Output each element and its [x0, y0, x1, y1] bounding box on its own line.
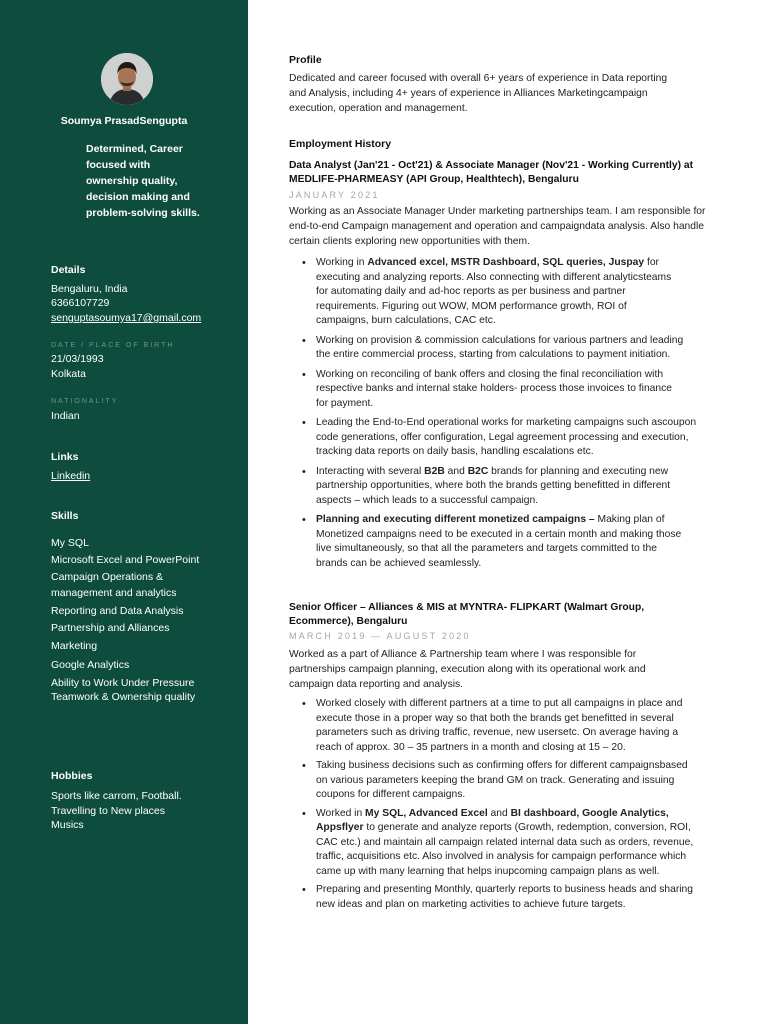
bullet-line — [316, 557, 713, 572]
job-description-line: campaign data reporting and analysis. — [289, 679, 464, 690]
bullet-bold-text: B2C — [467, 465, 489, 477]
avatar-image — [101, 53, 153, 105]
bullet-text: brands can be achieved seamlessly. — [316, 557, 482, 569]
bullet-text: live simultaneously, so that all the parameters and targets committed to the — [316, 543, 657, 554]
bullet-item — [300, 759, 713, 803]
bullet-bold-text: Advanced excel, MSTR Dashboard, SQL queries, Juspay — [367, 257, 645, 268]
bullet-bold-text: Appsflyer — [316, 822, 364, 833]
bullet-text: for automating daily and ad-hoc reports as per business and partner — [316, 286, 626, 297]
bullet-text: aspects – which leads to a successful campaign. — [316, 494, 539, 506]
job-title-line: Ecommerce), Bengaluru — [289, 615, 408, 627]
bullet-text: for — [644, 257, 659, 268]
bullet-line — [316, 865, 713, 880]
bullet-text: execute those in a proper way so that both the brands get benefitted in several — [316, 712, 674, 724]
job-bullets — [300, 697, 713, 912]
bullet-text: tracking data reports on daily basis, handling escalations etc. — [316, 446, 594, 457]
bullet-text: on various parameters keeping the brand GM on track. Generating and issuing — [316, 774, 675, 786]
job-bullets — [300, 256, 713, 571]
bullet-bold-text: BI dashboard, Google Analytics, — [510, 807, 669, 819]
bullet-text: partnership opportunities, where both the brands getting benefitted in different — [316, 480, 671, 491]
bullet-line — [316, 368, 713, 383]
job-description — [289, 204, 724, 249]
hobby-item: Musics — [51, 819, 84, 831]
bullet-text: code generations, offer configuration, Legal agreement processing and execution, — [316, 431, 689, 443]
profile-heading: Profile — [289, 54, 322, 66]
bullet-text: Working on reconciling of bank offers and closing the final reconciliation with — [316, 368, 664, 380]
bullet-text: Monetized campaigns need to be executed in a certain month and making those — [316, 528, 682, 540]
linkedin-link[interactable]: Linkedin — [51, 470, 91, 482]
bullet-line — [316, 712, 713, 727]
bullet-line — [316, 788, 713, 803]
summary-line: decision making and — [86, 191, 190, 203]
bullet-line — [316, 528, 713, 543]
bullet-line — [316, 285, 713, 300]
bullet-text: coupons for different campaigns. — [316, 789, 466, 800]
hobby-item: Travelling to New places — [51, 804, 165, 817]
bullet-line — [316, 300, 713, 315]
bullet-text: Making plan of — [594, 514, 665, 525]
job-dates: MARCH 2019 — AUGUST 2020 — [289, 631, 471, 641]
sidebar — [0, 0, 248, 1024]
bullet-text: traffic, acquisitions etc. Also involved in analysis for campaign performance which — [316, 851, 687, 862]
bullet-text: Preparing and presenting Monthly, quarterly reports to business heads and sharing — [316, 884, 694, 895]
candidate-name: Soumya PrasadSengupta — [60, 115, 188, 127]
bullet-line — [316, 836, 713, 851]
bullet-line — [316, 883, 713, 898]
summary-line: ownership quality, — [86, 175, 178, 187]
bullet-line — [316, 416, 713, 431]
bullet-line — [316, 898, 713, 913]
bullet-item — [300, 334, 713, 363]
bullet-text: CAC etc.) and maintain all campaign related internal data such as orders, revenue, — [316, 836, 694, 848]
profile-text — [289, 71, 724, 116]
job-description — [289, 647, 724, 692]
bullet-text: Working in — [316, 257, 368, 268]
bullet-line — [316, 465, 713, 480]
profile-photo — [101, 53, 153, 105]
details-email-link[interactable]: senguptasoumya17@gmail.com — [51, 312, 202, 324]
skill-item: Google Analytics — [51, 659, 130, 671]
bullet-line — [316, 513, 713, 528]
bullet-item — [300, 368, 713, 412]
birthplace-value: Kolkata — [51, 368, 87, 380]
bullet-text: parameters such as driving traffic, revenue, new usersetc. On average having a — [316, 727, 679, 738]
job-title-line: MEDLIFE-PHARMEASY (API Group, Healthtech), Bengaluru — [289, 173, 579, 185]
job-description-line: partnerships campaign planning, execution along with its operational work and — [289, 664, 646, 675]
bullet-line — [316, 821, 713, 836]
summary-line: focused with — [86, 159, 151, 171]
summary-line: Determined, Career — [86, 143, 183, 155]
bullet-text: Taking business decisions such as confirming offers for different campaignsbased — [316, 760, 688, 771]
bullet-line — [316, 759, 713, 774]
bullet-text: brands for planning and executing new — [488, 465, 669, 477]
skill-item: Reporting and Data Analysis — [51, 605, 184, 617]
details-heading: Details — [51, 264, 86, 276]
bullet-line — [316, 431, 713, 446]
job-description-line: Worked as a part of Alliance & Partnership team where I was responsible for — [289, 649, 637, 660]
skill-item: management and analytics — [51, 587, 177, 599]
bullet-line — [316, 334, 713, 349]
job-title — [289, 601, 724, 628]
dob-label: DATE / PLACE OF BIRTH — [51, 342, 175, 349]
bullet-text: campaigns, burn calculations, CAC etc. — [316, 315, 496, 326]
job-description-line: certain clients exploring new opportunities with them. — [289, 236, 530, 247]
bullet-line — [316, 726, 713, 741]
bullet-text: reach of approx. 30 – 35 partners in a month and closing at 15 – 20. — [316, 741, 626, 753]
bullet-item — [300, 883, 713, 912]
bullet-item — [300, 256, 713, 329]
bullet-line — [316, 697, 713, 712]
bullet-text: Worked in — [316, 807, 366, 819]
bullet-text: and — [444, 465, 468, 477]
skills-heading: Skills — [51, 510, 79, 522]
bullet-text: respective banks and internal stake holders- process those invoices to finance — [316, 383, 673, 394]
skill-item: Campaign Operations & — [51, 571, 164, 583]
bullet-text: Leading the End-to-End operational works for marketing campaigns such ascoupon — [316, 417, 697, 428]
nationality-label: NATIONALITY — [51, 398, 119, 405]
skill-item: Microsoft Excel and PowerPoint — [51, 554, 200, 566]
bullet-text: for payment. — [316, 397, 374, 409]
bullet-item — [300, 416, 713, 460]
bullet-line — [316, 542, 713, 557]
bullet-line — [316, 774, 713, 789]
bullet-text: Worked closely with different partners at a time to put all campaigns in place and — [316, 698, 683, 709]
summary — [86, 141, 226, 221]
bullet-text: executing and analyzing reports. Also connecting with different analyticsteams — [316, 271, 672, 283]
hobbies-heading: Hobbies — [51, 770, 93, 782]
details-phone: 6366107729 — [51, 297, 110, 309]
hobbies-list — [51, 789, 182, 833]
bullet-bold-text: B2B — [424, 465, 445, 477]
bullet-bold-text: My SQL, Advanced Excel — [365, 807, 488, 819]
bullet-bold-text: Planning and executing different monetized campaigns – — [316, 514, 595, 525]
bullet-line — [316, 479, 713, 494]
skill-item: Partnership and Alliances — [51, 622, 170, 634]
bullet-line — [316, 741, 713, 756]
bullet-line — [316, 314, 713, 329]
job-title-line: Data Analyst (Jan'21 - Oct'21) & Associate Manager (Nov'21 - Working Currently) at — [289, 160, 694, 171]
links-heading: Links — [51, 451, 79, 463]
bullet-item — [300, 513, 713, 571]
summary-line: problem-solving skills. — [86, 207, 200, 219]
job-title-line: Senior Officer – Alliances & MIS at MYNTRA- FLIPKART (Walmart Group, — [289, 602, 645, 613]
bullet-text: Interacting with several — [316, 465, 425, 477]
skill-item: Teamwork & Ownership quality — [51, 691, 196, 703]
bullet-item — [300, 465, 713, 509]
profile-line: execution, operation and management. — [289, 103, 468, 114]
bullet-line — [316, 397, 713, 412]
bullet-line — [316, 494, 713, 509]
bullet-text: Working on provision & commission calculations for various partners and leading — [316, 334, 684, 346]
bullet-text: to generate and analyze reports (Growth, redemption, conversion, ROI, — [363, 822, 691, 833]
profile-line: Dedicated and career focused with overall 6+ years of experience in Data reporting — [289, 73, 668, 84]
skill-item: Ability to Work Under Pressure — [51, 677, 195, 689]
bullet-line — [316, 807, 713, 822]
bullet-line — [316, 382, 713, 397]
bullet-line — [316, 348, 713, 363]
bullet-text: and — [487, 807, 511, 819]
hobby-item: Sports like carrom, Football. — [51, 790, 182, 802]
bullet-text: requirements. Figuring out WOW, MOM performance growth, ROI of — [316, 300, 627, 312]
skill-item: Marketing — [51, 640, 98, 652]
bullet-text: the entire commercial process, starting from calculations to payment initiation. — [316, 349, 671, 360]
bullet-line — [316, 256, 713, 271]
bullet-item — [300, 697, 713, 755]
bullet-text: new ideas and plan on marketing activities to achieve future targets. — [316, 898, 626, 910]
job-description-line: end-to-end Campaign management and operation and campaigndata analysis. Also handle — [289, 221, 705, 232]
bullet-text: came up with many learning that helps inupcoming campaign plans as well. — [316, 865, 660, 877]
profile-line: and Analysis, including 4+ years of experience in Alliances Marketingcampaign — [289, 88, 648, 99]
skill-item: My SQL — [51, 537, 89, 549]
job-dates: JANUARY 2021 — [289, 190, 380, 200]
bullet-line — [316, 850, 713, 865]
bullet-item — [300, 807, 713, 880]
bullet-line — [316, 271, 713, 286]
nationality-value: Indian — [51, 410, 80, 422]
job-title — [289, 159, 724, 186]
details-location: Bengaluru, India — [51, 283, 128, 295]
employment-heading: Employment History — [289, 138, 392, 150]
job-description-line: Working as an Associate Manager Under marketing partnerships team. I am responsible for — [289, 206, 706, 217]
bullet-line — [316, 445, 713, 460]
dob-value: 21/03/1993 — [51, 353, 104, 365]
